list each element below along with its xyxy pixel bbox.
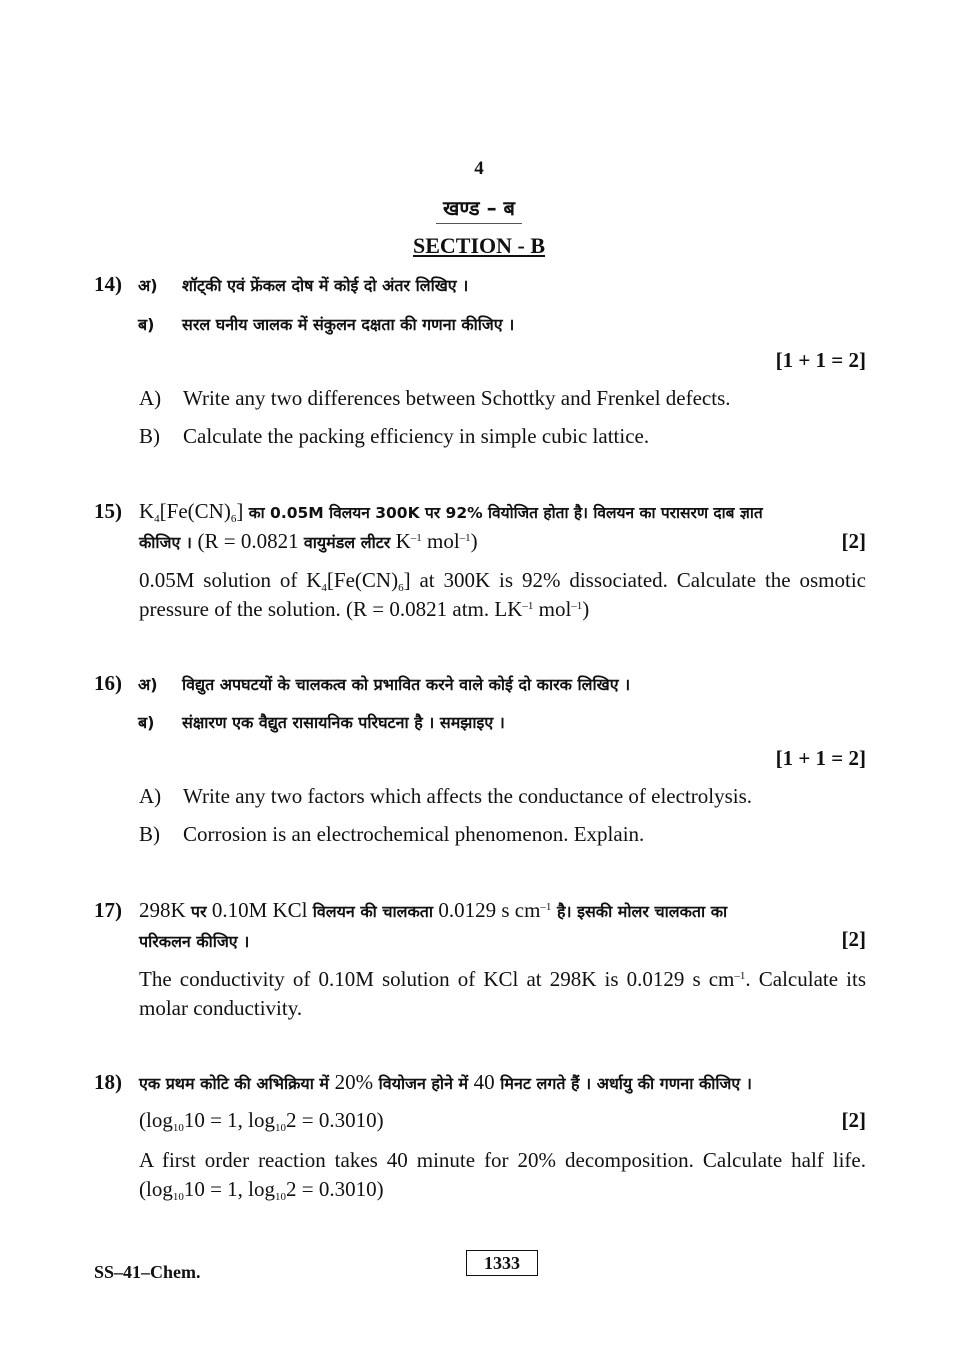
constant-text: (R = 0.0821: [197, 529, 304, 553]
value-text: 298K: [139, 898, 191, 922]
question-text-hindi: एक प्रथम कोटि की अभिक्रिया में: [139, 1074, 335, 1093]
paper-code: SS–41–Chem.: [94, 1262, 201, 1282]
question-text-hindi: है। इसकी मोलर चालकता का: [551, 902, 728, 921]
option-label: A): [139, 386, 162, 410]
question-text-english: Corrosion is an electrochemical phenomenon. Explain.: [183, 822, 645, 846]
question-text-hindi: मिनट लगते हैं । अर्धायु की गणना कीजिए ।: [494, 1074, 752, 1093]
page-code-box: 1333: [466, 1250, 538, 1276]
question-text-hindi: वियोजन होने में: [373, 1074, 474, 1093]
question-text-english: 0.05M solution of $K_4[Fe(CN)_6]$ at 300K is 92% dissociated. Calculate the osmotic pressure of the solution. (R = 0.0821 atm. $LK^{-1}$ mol$^{-1}$): [139, 568, 866, 621]
option-label: B): [139, 822, 160, 846]
question-text-hindi: विलयन की चालकता: [312, 902, 434, 921]
page-number: 4: [474, 158, 484, 179]
question-text-english: Write any two factors which affects the conductance of electrolysis.: [183, 784, 753, 808]
value-text: 20%: [334, 1070, 374, 1094]
option-label: अ): [138, 276, 158, 295]
section-heading-hindi: खण्ड – ब: [443, 196, 515, 220]
value-text: 0.10M KCl: [206, 898, 313, 922]
question-number: 16): [94, 671, 122, 695]
question-text-hindi: कीजिए ।: [139, 533, 198, 552]
option-label: B): [139, 424, 160, 448]
question-text-hindi: विद्युत अपघटयों के चालकत्व को प्रभावित करने वाले कोई दो कारक लिखिए ।: [182, 675, 631, 694]
question-text-hindi: पर: [190, 902, 207, 921]
marks: [1 + 1 = 2]: [775, 746, 866, 770]
marks: [1 + 1 = 2]: [775, 348, 866, 372]
question-text-hindi: परिकलन कीजिए ।: [139, 932, 250, 951]
question-text-english: Write any two differences between Schottky and Frenkel defects.: [183, 386, 731, 410]
question-number: 17): [94, 898, 122, 922]
section-heading-english: SECTION - B: [412, 233, 546, 258]
unit-hindi: वायुमंडल लीटर: [303, 533, 391, 552]
marks: [2]: [841, 927, 866, 951]
option-label: ब): [138, 315, 155, 334]
question-text-hindi: का 0.05M विलयन 300K पर 92% वियोजित होता है। विलयन का परासरण दाब ज्ञात: [243, 504, 763, 522]
question-number: 14): [94, 272, 122, 296]
log-values: ($\log_{10}10 = 1$, $\log_{10}2 = 0.3010$): [139, 1108, 384, 1134]
heading-divider: [436, 223, 522, 224]
question-text-hindi: शॉट्की एवं फ्रेंकल दोष में कोई दो अंतर लिखिए ।: [182, 276, 469, 295]
value-text: 40: [473, 1070, 495, 1094]
question-text-hindi: संक्षारण एक वैद्युत रासायनिक परिघटना है । समझाइए ।: [182, 713, 505, 732]
question-text-english: A first order reaction takes 40 minute for 20% decomposition. Calculate half life. ($\log_{10}10 = 1$, $\log_{10}2 = 0.3010$): [139, 1148, 866, 1203]
question-text-hindi: सरल घनीय जालक में संकुलन दक्षता की गणना कीजिए ।: [182, 315, 515, 334]
question-text-english: The conductivity of 0.10M solution of KCl at 298K is 0.0129 s $cm^{-1}$. Calculate its molar conductivity.: [139, 967, 867, 1020]
question-number: 15): [94, 499, 122, 523]
option-label: A): [139, 784, 162, 808]
option-label: ब): [138, 713, 155, 732]
marks: [2]: [841, 529, 866, 553]
formula: $K_4[Fe(CN)_6]$: [139, 499, 244, 525]
marks: [2]: [841, 1108, 866, 1132]
option-label: अ): [138, 675, 158, 694]
value-text: 0.0129 s $cm^{-1}$: [433, 898, 552, 922]
question-text-english: Calculate the packing efficiency in simple cubic lattice.: [183, 424, 650, 448]
unit-text: $K^{-1}$ mol$^{-1}$): [390, 529, 478, 553]
question-number: 18): [94, 1070, 122, 1094]
